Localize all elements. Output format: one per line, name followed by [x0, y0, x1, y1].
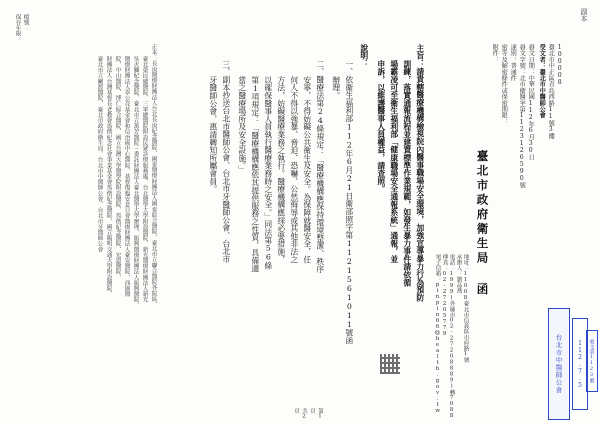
file-number-label: 檔號：	[22, 14, 29, 31]
item-line-4: 安寧，不得妨礙公共衛生及安全。為保障就醫安全，任	[302, 76, 312, 264]
item-line-7: 以確保醫事人員執行醫療業務時之安全。」同法第56條	[263, 76, 273, 270]
item-line-10: 三、副本抄送台北市醫師公會、台北市牙醫師公會、台北市	[221, 60, 231, 263]
contact-email: 電子信箱：pinpin66@health.gov.tw	[434, 254, 441, 414]
contact-fax: 傳真：02-27205779	[441, 254, 448, 337]
subject-line-4: 申訴，以維護醫事人員權益，請查照。	[376, 60, 386, 193]
cc-line-1: 正本：長庚醫療財團法人台北長庚紀念醫院、國泰醫療財團法人國泰綜合醫院、臺北市立聯合醫院各院區、	[150, 44, 157, 308]
cc-line-2: 臺北榮民總醫院、三軍總醫院附設民眾診療服務處、台北醫學大學附設醫院、新光醫療財團法人新光	[141, 56, 148, 303]
cc-line-6: 財團法人台灣基督長老教會馬偕紀念社會事業基金會馬偕紀念醫院、國立陽明交通大學附設醫院、	[105, 56, 112, 297]
cc-line-4: 醫療財團法人辜公亮基金會和信治癌中心醫院、基督復臨安息日會醫療財團法人臺安醫院、西園醫	[123, 56, 130, 297]
item-line-3: 二、醫療法第24條規定：「醫療機構應保持環境整潔、秩序	[315, 60, 325, 273]
item-line-11: 牙醫師公會，惠請轉知所屬會員。	[208, 76, 218, 193]
issue-number: 發文字號：北市衛醫字第1123126590號	[518, 44, 526, 189]
item-line-2: 辦理。	[331, 76, 341, 100]
recipient-address: 臺北市中正區青島西路11號3樓	[547, 44, 555, 140]
item-line-1: 一、依衛生福利部112年6月21日衛部照字第1121561011號函	[344, 60, 354, 345]
stamp-receipt-text: 收文第1123號	[588, 339, 595, 383]
contact-handler: 承辦人：劉品燕	[455, 254, 462, 294]
item-line-8: 第1項規定：「醫療機構應依其提供服務之性質，具備適	[250, 76, 260, 273]
issue-date: 發文日期：中華民國112年6月30日	[527, 44, 535, 161]
item-line-5: 何人不得以強暴、脅迫、恐嚇、公然侮辱或其他非法之	[289, 76, 299, 264]
receipt-stamp-number	[586, 330, 598, 392]
subject-line-3: 場霸凌可至衛生福利部「健康職場安全通報系統」通報，並	[389, 60, 399, 263]
stamp-date-text: 112.7.5	[576, 339, 584, 389]
explanation-label: 說明：	[359, 44, 369, 68]
contact-address: 地址：11008臺北市信義區市府路1號	[462, 254, 469, 363]
stamp-org-text: 台北市中醫師公會	[554, 334, 563, 394]
attachment: 附件：	[491, 44, 499, 63]
retention-label: 保存年限：	[14, 14, 21, 42]
item-line-9: 當之醫療場所及安全設施。」	[237, 76, 247, 174]
speed: 速別：普通件	[509, 44, 517, 82]
subject-line-2: 訓練，落實通報流程並建置標準作業規範，如發生暴力事件請依循	[402, 60, 412, 287]
contact-phone: 電話：1999(外縣市02-27208889)轉7088	[448, 254, 455, 420]
receipt-stamp-org	[548, 308, 570, 420]
subject-line-1: 主旨：請貴轄醫療機構檢視院內醫事職場安全環境，加強宣導暴力行為預防	[415, 44, 425, 302]
copy-mark: 副本	[580, 8, 588, 22]
item-line-6: 方法，妨礙醫療業務之執行。醫療機構應採必要措施，	[276, 76, 286, 264]
confidentiality: 密等及解密條件或保密期限：	[500, 44, 508, 125]
cc-line-7: 臺北市立關渡醫院、臺北市政府衛生局、台北市中醫師公會、台北市牙醫師公會	[96, 56, 103, 252]
cc-line-3: 吳火獅紀念醫院、臺北市立萬芳醫院－委託財團法人臺北醫學大學辦理、振興醫療財團法人振興醫院、	[132, 56, 139, 308]
page-title: 臺北市政府衛生局 函	[475, 150, 490, 298]
recipient-postal: 100008	[556, 44, 564, 86]
cc-line-5: 院、中山醫院、博仁綜合醫院、國立台灣大學醫學院附設醫院、馬偕紀念醫院、宏恩醫院、	[114, 56, 121, 280]
document-code-mark	[380, 354, 400, 374]
page-number: 第1頁 共2頁	[293, 408, 323, 420]
recipient-to: 受文者：臺北市中醫師公會	[538, 44, 546, 119]
